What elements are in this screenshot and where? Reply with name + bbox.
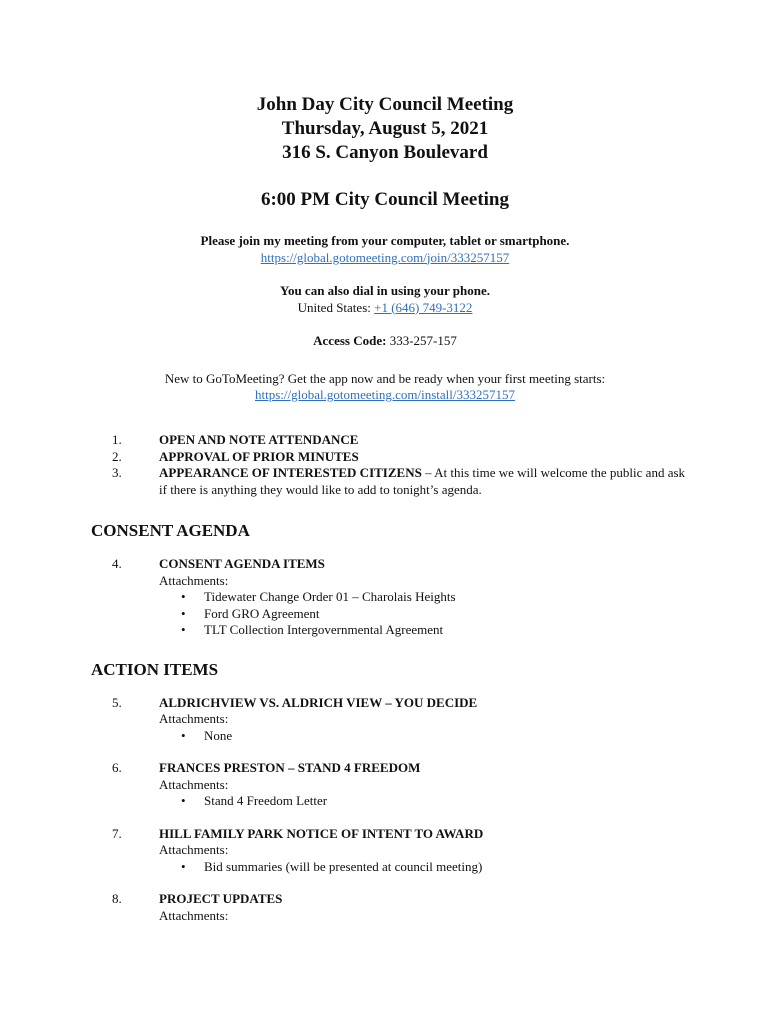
agenda-item-7 bbox=[0, 826, 770, 876]
new-user-text: New to GoToMeeting? Get the app now and be ready when your first meeting starts: bbox=[164, 370, 606, 386]
item-number: 6. bbox=[112, 760, 122, 775]
attachment-item: • Bid summaries (will be presented at council meeting) bbox=[181, 858, 483, 874]
bullet-icon: • bbox=[181, 793, 186, 808]
attachment-item: • None bbox=[181, 727, 233, 743]
item-number: 5. bbox=[112, 694, 122, 710]
attachment-list bbox=[159, 728, 689, 745]
phone-link[interactable]: +1 (646) 749-3122 bbox=[374, 299, 473, 315]
attachment-item: • TLT Collection Intergovernmental Agreement bbox=[181, 622, 444, 637]
consent-agenda-heading: CONSENT AGENDA bbox=[91, 521, 250, 540]
dial-text: You can also dial in using your phone. bbox=[280, 283, 490, 298]
access-code-value: 333-257-157 bbox=[389, 333, 457, 348]
attachment-list bbox=[159, 589, 689, 639]
attachments-label: Attachments: bbox=[159, 907, 229, 923]
item-title: APPEARANCE OF INTERESTED CITIZENS bbox=[159, 465, 422, 480]
bullet-icon: • bbox=[181, 727, 186, 743]
dial-line bbox=[0, 300, 770, 317]
item-title: OPEN AND NOTE ATTENDANCE bbox=[159, 432, 359, 447]
item-title: CONSENT AGENDA ITEMS bbox=[159, 556, 325, 571]
agenda-item-6 bbox=[0, 760, 770, 810]
attachment-item: • Ford GRO Agreement bbox=[181, 605, 320, 621]
meeting-address: 316 S. Canyon Boulevard bbox=[282, 142, 488, 163]
access-code-label: Access Code: bbox=[313, 333, 390, 348]
join-text: Please join my meeting from your computer, tablet or smartphone. bbox=[200, 233, 570, 248]
attachments-label: Attachments: bbox=[159, 711, 229, 726]
meeting-date: Thursday, August 5, 2021 bbox=[281, 118, 489, 139]
agenda-item-8 bbox=[0, 891, 770, 924]
agenda-item-3 bbox=[0, 465, 770, 498]
item-number: 2. bbox=[112, 448, 122, 464]
meeting-title: 6:00 PM City Council Meeting bbox=[260, 189, 509, 210]
country-label: United States: bbox=[297, 299, 375, 315]
item-title: HILL FAMILY PARK NOTICE OF INTENT TO AWARD bbox=[159, 825, 484, 841]
item-title: PROJECT UPDATES bbox=[159, 891, 283, 906]
item-description: – At this time we will welcome the public and ask if there is anything they would like to add to tonight’s agenda. bbox=[159, 465, 686, 497]
attachment-item: • Tidewater Change Order 01 – Charolais Heights bbox=[181, 589, 456, 604]
attachments-label: Attachments: bbox=[159, 776, 229, 792]
agenda-item-5 bbox=[0, 695, 770, 745]
item-title: APPROVAL OF PRIOR MINUTES bbox=[159, 448, 359, 464]
attachments-label: Attachments: bbox=[159, 572, 229, 588]
agenda-item-1 bbox=[0, 432, 770, 449]
agenda bbox=[0, 432, 770, 924]
attachment-list bbox=[159, 859, 689, 876]
new-user-block bbox=[0, 371, 770, 404]
attachment-item: • Stand 4 Freedom Letter bbox=[181, 793, 328, 808]
attachment-list bbox=[159, 793, 689, 810]
join-block bbox=[0, 233, 770, 266]
agenda-item-2 bbox=[0, 449, 770, 466]
action-items-heading: ACTION ITEMS bbox=[91, 659, 219, 679]
install-link[interactable]: https://global.gotomeeting.com/install/333257157 bbox=[255, 387, 515, 402]
item-title: ALDRICHVIEW VS. ALDRICH VIEW – YOU DECIDE bbox=[159, 694, 478, 710]
meeting-header bbox=[0, 93, 770, 404]
bullet-icon: • bbox=[181, 622, 186, 637]
attachments-label: Attachments: bbox=[159, 842, 229, 857]
item-number: 4. bbox=[112, 556, 122, 571]
join-link[interactable]: https://global.gotomeeting.com/join/333257157 bbox=[260, 249, 510, 265]
dial-block bbox=[0, 283, 770, 316]
item-number: 7. bbox=[112, 825, 122, 841]
bullet-icon: • bbox=[181, 858, 186, 874]
item-number: 1. bbox=[112, 432, 122, 447]
agenda-item-4 bbox=[0, 556, 770, 639]
bullet-icon: • bbox=[181, 589, 186, 604]
council-title: John Day City Council Meeting bbox=[256, 94, 514, 115]
item-title: FRANCES PRESTON – STAND 4 FREEDOM bbox=[159, 760, 421, 775]
access-block bbox=[0, 333, 770, 350]
item-number: 8. bbox=[112, 891, 122, 906]
bullet-icon: • bbox=[181, 605, 186, 621]
item-number: 3. bbox=[112, 465, 122, 480]
